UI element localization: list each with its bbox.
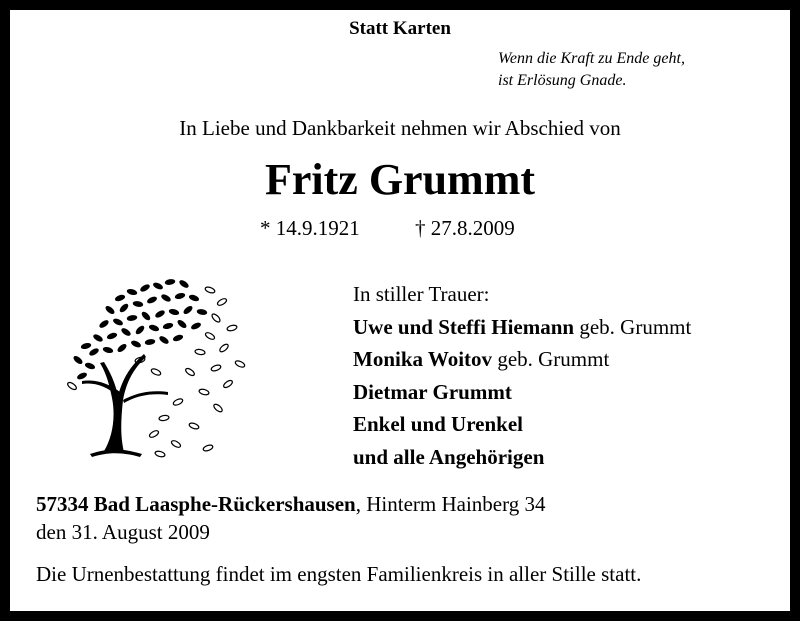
mourner-row bbox=[353, 408, 691, 441]
quote bbox=[498, 48, 685, 92]
mourner-name: Uwe und Steffi Hiemann bbox=[353, 314, 575, 339]
mourner-row bbox=[353, 311, 691, 344]
quote-line-2: ist Erlösung Gnade. bbox=[498, 72, 627, 89]
deceased-name: Fritz Grummt bbox=[265, 155, 535, 204]
mourners-list bbox=[353, 278, 691, 473]
mourner-row bbox=[353, 343, 691, 376]
obituary-card bbox=[10, 10, 790, 611]
mourners-heading: In stiller Trauer: bbox=[353, 282, 490, 306]
address bbox=[36, 492, 545, 517]
burial-note: Die Urnenbestattung findet im engsten Familienkreis in aller Stille statt. bbox=[36, 562, 642, 586]
mourner-name: und alle Angehörigen bbox=[353, 444, 545, 469]
address-street: , Hinterm Hainberg 34 bbox=[355, 492, 546, 516]
mourner-row bbox=[353, 441, 691, 474]
mourner-row bbox=[353, 376, 691, 409]
quote-line-1: Wenn die Kraft zu Ende geht, bbox=[498, 50, 685, 67]
intro-text: In Liebe und Dankbarkeit nehmen wir Abschied von bbox=[179, 116, 621, 140]
birth-date: * 14.9.1921 bbox=[260, 216, 360, 240]
mourner-suffix: geb. Grummt bbox=[492, 347, 610, 371]
death-date: † 27.8.2009 bbox=[415, 216, 515, 240]
notice-date: den 31. August 2009 bbox=[36, 520, 210, 544]
header-statt-karten: Statt Karten bbox=[349, 18, 451, 39]
mourner-suffix: geb. Grummt bbox=[574, 314, 692, 339]
mourner-name: Dietmar Grummt bbox=[353, 379, 512, 404]
windblown-tree-icon bbox=[60, 268, 260, 468]
mourner-name: Monika Woitov bbox=[353, 347, 493, 371]
mourner-name: Enkel und Urenkel bbox=[353, 412, 523, 436]
address-city: 57334 Bad Laasphe-Rückershausen bbox=[36, 492, 356, 516]
